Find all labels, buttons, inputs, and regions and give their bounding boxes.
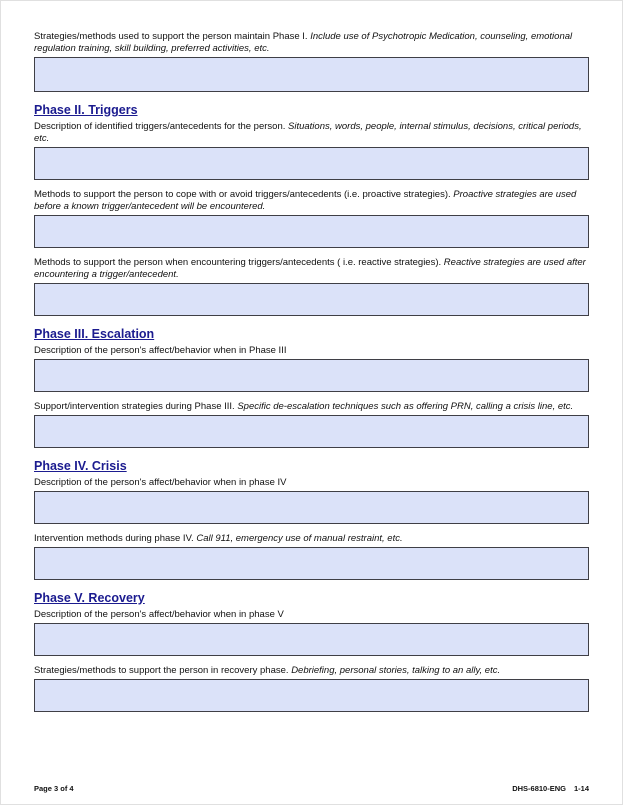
phase2-triggers-heading: Phase II. Triggers bbox=[34, 103, 138, 117]
phase1-maintain-strategies-input[interactable] bbox=[34, 57, 589, 92]
phase4-intervention-methods-field-group bbox=[34, 533, 589, 580]
phase4-behavior-description-input[interactable] bbox=[34, 491, 589, 524]
label-text: Methods to support the person when encountering triggers/antecedents ( i.e. reactive strategies). bbox=[34, 257, 442, 268]
reactive-strategies-label bbox=[34, 257, 589, 281]
form-number: DHS-6810-ENG bbox=[512, 784, 566, 793]
label-text: Strategies/methods to support the person in recovery phase. bbox=[34, 665, 289, 676]
form-identifier bbox=[512, 784, 589, 793]
label-hint: Reactive strategies are used after encountering a trigger/antecedent. bbox=[34, 257, 586, 280]
label-text: Intervention methods during phase IV. bbox=[34, 533, 194, 544]
label-hint: Debriefing, personal stories, talking to an ally, etc. bbox=[291, 665, 501, 676]
triggers-description-input[interactable] bbox=[34, 147, 589, 180]
phase4-behavior-description-field-group bbox=[34, 477, 589, 524]
page-footer bbox=[34, 784, 589, 793]
phase1-maintain-strategies-field-group bbox=[34, 31, 589, 92]
label-hint: Include use of Psychotropic Medication, counseling, emotional regulation training, skill building, preferred activities, etc. bbox=[34, 31, 573, 54]
phase3-intervention-strategies-label bbox=[34, 401, 589, 413]
phase3-intervention-strategies-input[interactable] bbox=[34, 415, 589, 448]
label-hint: Proactive strategies are used before a known trigger/antecedent will be encountered. bbox=[34, 189, 577, 212]
label-text: Methods to support the person to cope with or avoid triggers/antecedents (i.e. proactive strategies). bbox=[34, 189, 451, 200]
phase5-recovery-strategies-label bbox=[34, 665, 589, 677]
form-revision: 1-14 bbox=[573, 784, 589, 793]
label-text: Description of the person's affect/behavior when in phase IV bbox=[34, 477, 287, 488]
phase5-recovery-strategies-input[interactable] bbox=[34, 679, 589, 712]
proactive-strategies-input[interactable] bbox=[34, 215, 589, 248]
triggers-description-label bbox=[34, 121, 589, 145]
page-number: Page 3 of 4 bbox=[34, 784, 74, 793]
phase5-behavior-description-label bbox=[34, 609, 589, 621]
proactive-strategies-label bbox=[34, 189, 589, 213]
reactive-strategies-field-group bbox=[34, 257, 589, 316]
triggers-description-field-group bbox=[34, 121, 589, 180]
phase4-behavior-description-label bbox=[34, 477, 589, 489]
phase3-behavior-description-field-group bbox=[34, 345, 589, 392]
phase4-crisis-heading: Phase IV. Crisis bbox=[34, 459, 127, 473]
label-hint: Call 911, emergency use of manual restraint, etc. bbox=[196, 533, 403, 544]
label-hint: Specific de-escalation techniques such as offering PRN, calling a crisis line, etc. bbox=[237, 401, 574, 412]
label-hint: Situations, words, people, internal stimulus, decisions, critical periods, etc. bbox=[34, 121, 582, 144]
phase5-behavior-description-input[interactable] bbox=[34, 623, 589, 656]
label-text: Support/intervention strategies during Phase III. bbox=[34, 401, 235, 412]
phase3-intervention-strategies-field-group bbox=[34, 401, 589, 448]
phase4-intervention-methods-label bbox=[34, 533, 589, 545]
reactive-strategies-input[interactable] bbox=[34, 283, 589, 316]
label-text: Description of the person's affect/behavior when in phase V bbox=[34, 609, 284, 620]
proactive-strategies-field-group bbox=[34, 189, 589, 248]
phase3-escalation-heading: Phase III. Escalation bbox=[34, 327, 155, 341]
phase5-recovery-strategies-field-group bbox=[34, 665, 589, 712]
phase3-behavior-description-input[interactable] bbox=[34, 359, 589, 392]
label-text: Strategies/methods used to support the person maintain Phase I. bbox=[34, 31, 308, 42]
phase5-behavior-description-field-group bbox=[34, 609, 589, 656]
label-text: Description of the person's affect/behavior when in Phase III bbox=[34, 345, 287, 356]
phase4-intervention-methods-input[interactable] bbox=[34, 547, 589, 580]
phase5-recovery-heading: Phase V. Recovery bbox=[34, 591, 145, 605]
label-text: Description of identified triggers/antecedents for the person. bbox=[34, 121, 286, 132]
phase1-maintain-strategies-label bbox=[34, 31, 589, 55]
phase3-behavior-description-label bbox=[34, 345, 589, 357]
